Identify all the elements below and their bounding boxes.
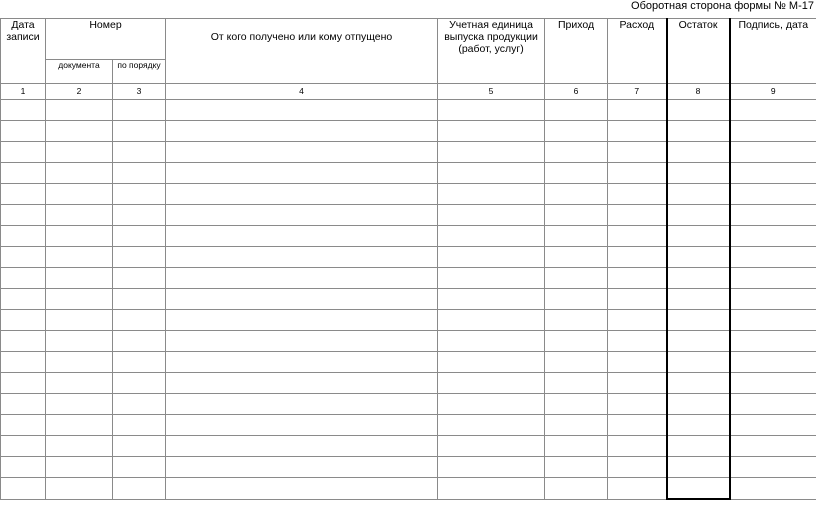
ledger-row (1, 415, 816, 436)
income-cell[interactable] (545, 310, 608, 331)
unit-cell[interactable] (438, 457, 545, 478)
date-cell[interactable] (1, 352, 46, 373)
ledger-row (1, 142, 816, 163)
expense-cell[interactable] (608, 352, 667, 373)
order-number-cell[interactable] (113, 310, 166, 331)
order-number-cell[interactable] (113, 478, 166, 500)
unit-cell[interactable] (438, 310, 545, 331)
date-cell[interactable] (1, 436, 46, 457)
column-number-5: 5 (438, 84, 545, 100)
date-cell[interactable] (1, 331, 46, 352)
expense-cell[interactable] (608, 436, 667, 457)
from-to-cell[interactable] (166, 415, 438, 436)
expense-cell[interactable] (608, 289, 667, 310)
order-number-cell[interactable] (113, 394, 166, 415)
signature-cell[interactable] (730, 268, 816, 289)
from-to-cell[interactable] (166, 310, 438, 331)
balance-cell[interactable] (667, 268, 730, 289)
income-cell[interactable] (545, 394, 608, 415)
ledger-row (1, 394, 816, 415)
header-expense: Расход (608, 19, 667, 84)
ledger-row (1, 100, 816, 121)
date-cell[interactable] (1, 247, 46, 268)
balance-cell[interactable] (667, 394, 730, 415)
date-cell[interactable] (1, 310, 46, 331)
income-cell[interactable] (545, 121, 608, 142)
ledger-row (1, 436, 816, 457)
signature-cell[interactable] (730, 247, 816, 268)
date-cell[interactable] (1, 184, 46, 205)
unit-cell[interactable] (438, 415, 545, 436)
expense-cell[interactable] (608, 142, 667, 163)
signature-cell[interactable] (730, 226, 816, 247)
doc-number-cell[interactable] (46, 415, 113, 436)
unit-cell[interactable] (438, 100, 545, 121)
ledger-row (1, 205, 816, 226)
from-to-cell[interactable] (166, 268, 438, 289)
from-to-cell[interactable] (166, 394, 438, 415)
from-to-cell[interactable] (166, 331, 438, 352)
ledger-row (1, 310, 816, 331)
ledger-body (1, 100, 816, 500)
signature-cell[interactable] (730, 436, 816, 457)
unit-cell[interactable] (438, 289, 545, 310)
from-to-cell[interactable] (166, 205, 438, 226)
date-cell[interactable] (1, 394, 46, 415)
balance-cell[interactable] (667, 226, 730, 247)
doc-number-cell[interactable] (46, 478, 113, 500)
header-signature: Подпись, дата (730, 19, 816, 84)
order-number-cell[interactable] (113, 268, 166, 289)
unit-cell[interactable] (438, 373, 545, 394)
expense-cell[interactable] (608, 415, 667, 436)
signature-cell[interactable] (730, 478, 816, 500)
ledger-row (1, 268, 816, 289)
doc-number-cell[interactable] (46, 205, 113, 226)
column-number-1: 1 (1, 84, 46, 100)
income-cell[interactable] (545, 457, 608, 478)
doc-number-cell[interactable] (46, 457, 113, 478)
expense-cell[interactable] (608, 268, 667, 289)
header-date: Дата записи (1, 19, 46, 84)
income-cell[interactable] (545, 205, 608, 226)
signature-cell[interactable] (730, 331, 816, 352)
income-cell[interactable] (545, 478, 608, 500)
from-to-cell[interactable] (166, 121, 438, 142)
ledger-row (1, 352, 816, 373)
expense-cell[interactable] (608, 331, 667, 352)
income-cell[interactable] (545, 436, 608, 457)
balance-cell[interactable] (667, 184, 730, 205)
doc-number-cell[interactable] (46, 100, 113, 121)
date-cell[interactable] (1, 457, 46, 478)
unit-cell[interactable] (438, 268, 545, 289)
signature-cell[interactable] (730, 142, 816, 163)
date-cell[interactable] (1, 289, 46, 310)
balance-cell[interactable] (667, 415, 730, 436)
expense-cell[interactable] (608, 247, 667, 268)
order-number-cell[interactable] (113, 184, 166, 205)
ledger-row (1, 478, 816, 500)
signature-cell[interactable] (730, 289, 816, 310)
income-cell[interactable] (545, 100, 608, 121)
signature-cell[interactable] (730, 352, 816, 373)
from-to-cell[interactable] (166, 436, 438, 457)
date-cell[interactable] (1, 121, 46, 142)
column-number-7: 7 (608, 84, 667, 100)
date-cell[interactable] (1, 205, 46, 226)
order-number-cell[interactable] (113, 415, 166, 436)
unit-cell[interactable] (438, 352, 545, 373)
doc-number-cell[interactable] (46, 310, 113, 331)
doc-number-cell[interactable] (46, 352, 113, 373)
column-number-2: 2 (46, 84, 113, 100)
ledger-row (1, 373, 816, 394)
order-number-cell[interactable] (113, 289, 166, 310)
header-number-doc: документа (46, 60, 113, 84)
ledger-row (1, 226, 816, 247)
column-number-8: 8 (667, 84, 730, 100)
doc-number-cell[interactable] (46, 163, 113, 184)
doc-number-cell[interactable] (46, 268, 113, 289)
signature-cell[interactable] (730, 100, 816, 121)
header-number-group: Номер (46, 19, 166, 60)
doc-number-cell[interactable] (46, 247, 113, 268)
header-from-to: От кого получено или кому отпущено (166, 19, 438, 84)
signature-cell[interactable] (730, 310, 816, 331)
signature-cell[interactable] (730, 205, 816, 226)
ledger-row (1, 457, 816, 478)
from-to-cell[interactable] (166, 163, 438, 184)
ledger-row (1, 163, 816, 184)
column-number-9: 9 (730, 84, 816, 100)
income-cell[interactable] (545, 352, 608, 373)
signature-cell[interactable] (730, 457, 816, 478)
order-number-cell[interactable] (113, 142, 166, 163)
doc-number-cell[interactable] (46, 373, 113, 394)
unit-cell[interactable] (438, 121, 545, 142)
unit-cell[interactable] (438, 247, 545, 268)
order-number-cell[interactable] (113, 121, 166, 142)
header-unit: Учетная единица выпуска продукции (работ, услуг) (438, 19, 545, 84)
signature-cell[interactable] (730, 184, 816, 205)
unit-cell[interactable] (438, 205, 545, 226)
expense-cell[interactable] (608, 205, 667, 226)
expense-cell[interactable] (608, 373, 667, 394)
ledger-row (1, 331, 816, 352)
doc-number-cell[interactable] (46, 331, 113, 352)
expense-cell[interactable] (608, 226, 667, 247)
ledger-row (1, 289, 816, 310)
order-number-cell[interactable] (113, 163, 166, 184)
order-number-cell[interactable] (113, 226, 166, 247)
from-to-cell[interactable] (166, 352, 438, 373)
doc-number-cell[interactable] (46, 394, 113, 415)
balance-cell[interactable] (667, 100, 730, 121)
income-cell[interactable] (545, 373, 608, 394)
ledger-row (1, 247, 816, 268)
column-number-3: 3 (113, 84, 166, 100)
unit-cell[interactable] (438, 478, 545, 500)
from-to-cell[interactable] (166, 457, 438, 478)
order-number-cell[interactable] (113, 352, 166, 373)
signature-cell[interactable] (730, 394, 816, 415)
income-cell[interactable] (545, 142, 608, 163)
signature-cell[interactable] (730, 373, 816, 394)
balance-cell[interactable] (667, 289, 730, 310)
balance-cell[interactable] (667, 436, 730, 457)
date-cell[interactable] (1, 100, 46, 121)
balance-cell[interactable] (667, 121, 730, 142)
ledger-table (0, 18, 816, 500)
balance-cell[interactable] (667, 142, 730, 163)
ledger-row (1, 184, 816, 205)
income-cell[interactable] (545, 268, 608, 289)
income-cell[interactable] (545, 415, 608, 436)
balance-cell[interactable] (667, 163, 730, 184)
date-cell[interactable] (1, 163, 46, 184)
doc-number-cell[interactable] (46, 289, 113, 310)
header-income: Приход (545, 19, 608, 84)
expense-cell[interactable] (608, 394, 667, 415)
doc-number-cell[interactable] (46, 121, 113, 142)
unit-cell[interactable] (438, 226, 545, 247)
balance-cell[interactable] (667, 205, 730, 226)
income-cell[interactable] (545, 226, 608, 247)
doc-number-cell[interactable] (46, 184, 113, 205)
signature-cell[interactable] (730, 163, 816, 184)
from-to-cell[interactable] (166, 142, 438, 163)
expense-cell[interactable] (608, 121, 667, 142)
balance-cell[interactable] (667, 310, 730, 331)
unit-cell[interactable] (438, 331, 545, 352)
form-title: Оборотная сторона формы № М-17 (631, 0, 814, 12)
income-cell[interactable] (545, 331, 608, 352)
income-cell[interactable] (545, 247, 608, 268)
from-to-cell[interactable] (166, 478, 438, 500)
order-number-cell[interactable] (113, 331, 166, 352)
income-cell[interactable] (545, 184, 608, 205)
expense-cell[interactable] (608, 310, 667, 331)
doc-number-cell[interactable] (46, 436, 113, 457)
from-to-cell[interactable] (166, 226, 438, 247)
income-cell[interactable] (545, 163, 608, 184)
header-balance: Остаток (667, 19, 730, 84)
order-number-cell[interactable] (113, 205, 166, 226)
ledger-row (1, 121, 816, 142)
from-to-cell[interactable] (166, 184, 438, 205)
signature-cell[interactable] (730, 121, 816, 142)
doc-number-cell[interactable] (46, 226, 113, 247)
order-number-cell[interactable] (113, 100, 166, 121)
column-number-4: 4 (166, 84, 438, 100)
doc-number-cell[interactable] (46, 142, 113, 163)
signature-cell[interactable] (730, 415, 816, 436)
from-to-cell[interactable] (166, 100, 438, 121)
expense-cell[interactable] (608, 184, 667, 205)
order-number-cell[interactable] (113, 436, 166, 457)
balance-cell[interactable] (667, 352, 730, 373)
date-cell[interactable] (1, 415, 46, 436)
from-to-cell[interactable] (166, 373, 438, 394)
expense-cell[interactable] (608, 100, 667, 121)
expense-cell[interactable] (608, 457, 667, 478)
order-number-cell[interactable] (113, 247, 166, 268)
balance-cell[interactable] (667, 478, 730, 500)
date-cell[interactable] (1, 142, 46, 163)
balance-cell[interactable] (667, 457, 730, 478)
income-cell[interactable] (545, 289, 608, 310)
date-cell[interactable] (1, 373, 46, 394)
unit-cell[interactable] (438, 163, 545, 184)
unit-cell[interactable] (438, 184, 545, 205)
balance-cell[interactable] (667, 373, 730, 394)
from-to-cell[interactable] (166, 247, 438, 268)
date-cell[interactable] (1, 268, 46, 289)
expense-cell[interactable] (608, 478, 667, 500)
balance-cell[interactable] (667, 247, 730, 268)
from-to-cell[interactable] (166, 289, 438, 310)
order-number-cell[interactable] (113, 457, 166, 478)
date-cell[interactable] (1, 478, 46, 500)
balance-cell[interactable] (667, 331, 730, 352)
unit-cell[interactable] (438, 436, 545, 457)
header-number-order: по порядку (113, 60, 166, 84)
expense-cell[interactable] (608, 163, 667, 184)
date-cell[interactable] (1, 226, 46, 247)
unit-cell[interactable] (438, 142, 545, 163)
column-number-6: 6 (545, 84, 608, 100)
order-number-cell[interactable] (113, 373, 166, 394)
unit-cell[interactable] (438, 394, 545, 415)
